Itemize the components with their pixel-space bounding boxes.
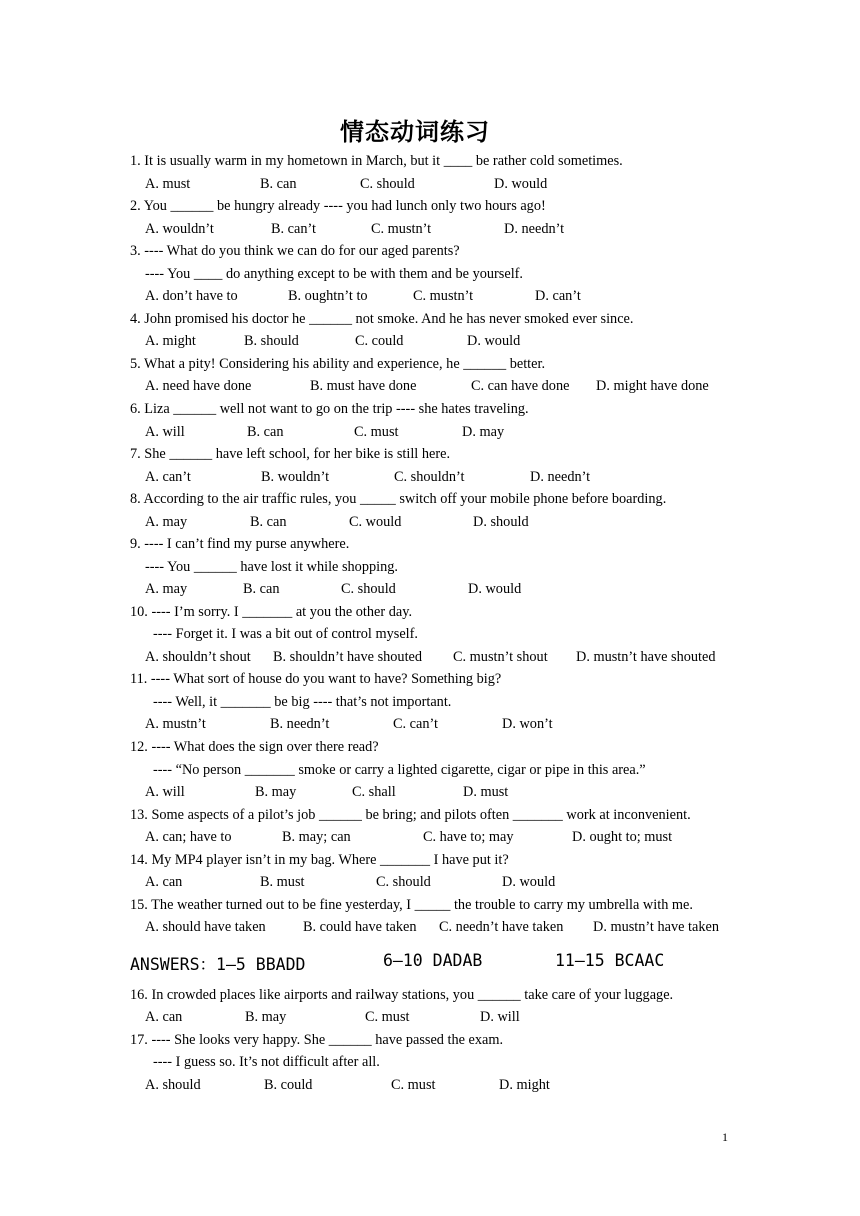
question-7: 7. She ______ have left school, for her bike is still here. xyxy=(130,446,451,462)
option-c: C. can have done xyxy=(471,378,570,394)
option-d: D. mustn’t have taken xyxy=(593,919,719,935)
option-c: C. should xyxy=(341,581,396,597)
question-2: 2. You ______ be hungry already ---- you had lunch only two hours ago! xyxy=(130,198,546,214)
answers-6-10: 6—10 DADAB xyxy=(383,951,483,970)
option-d: D. needn’t xyxy=(504,221,565,237)
option-b: B. could have taken xyxy=(303,919,417,935)
option-d: D. won’t xyxy=(502,716,553,732)
question-13: 13. Some aspects of a pilot’s job ______ be bring; and pilots often _______ work at inconvenient. xyxy=(130,807,691,823)
option-b: B. should xyxy=(244,333,299,349)
option-b: B. can xyxy=(250,514,287,530)
page-number: 1 xyxy=(722,1130,728,1144)
question-11: 11. ---- What sort of house do you want to have? Something big? xyxy=(130,671,502,687)
option-a: A. shouldn’t shout xyxy=(145,649,251,665)
question-14: 14. My MP4 player isn’t in my bag. Where _______ I have put it? xyxy=(130,852,509,868)
option-b: B. must xyxy=(260,874,305,890)
option-b: B. wouldn’t xyxy=(261,469,330,485)
question-10-reply: ---- Forget it. I was a bit out of control myself. xyxy=(153,626,418,642)
option-d: D. might xyxy=(499,1077,550,1093)
question-9-reply: ---- You ______ have lost it while shopping. xyxy=(145,559,398,575)
option-a: A. wouldn’t xyxy=(145,221,214,237)
option-a: A. might xyxy=(145,333,196,349)
question-6: 6. Liza ______ well not want to go on the trip ---- she hates traveling. xyxy=(130,401,529,417)
option-a: A. will xyxy=(145,424,185,440)
question-9: 9. ---- I can’t find my purse anywhere. xyxy=(130,536,350,552)
answers-1-5: ANSWERS：1—5 BBADD xyxy=(130,955,306,974)
answers-11-15: 11—15 BCAAC xyxy=(555,951,665,970)
option-c: C. shouldn’t xyxy=(394,469,465,485)
option-b: B. oughtn’t to xyxy=(288,288,368,304)
option-c: C. would xyxy=(349,514,402,530)
option-a: A. should xyxy=(145,1077,201,1093)
option-b: B. may xyxy=(255,784,297,800)
option-d: D. must xyxy=(463,784,509,800)
option-b: B. could xyxy=(264,1077,313,1093)
page-title: 情态动词练习 xyxy=(340,118,490,146)
option-a: A. don’t have to xyxy=(145,288,238,304)
question-15: 15. The weather turned out to be fine yesterday, I _____ the trouble to carry my umbrella with me. xyxy=(130,897,693,913)
option-d: D. needn’t xyxy=(530,469,591,485)
option-c: C. should xyxy=(360,176,415,192)
question-12-reply: ---- “No person _______ smoke or carry a lighted cigarette, cigar or pipe in this area.” xyxy=(153,762,646,778)
question-12: 12. ---- What does the sign over there read? xyxy=(130,739,379,755)
option-b: B. needn’t xyxy=(270,716,330,732)
option-a: A. may xyxy=(145,581,188,597)
option-d: D. can’t xyxy=(535,288,581,304)
option-b: B. can xyxy=(260,176,297,192)
question-3-reply: ---- You ____ do anything except to be with them and be yourself. xyxy=(145,266,524,282)
option-a: A. can xyxy=(145,1009,183,1025)
question-8: 8. According to the air traffic rules, you _____ switch off your mobile phone before boarding. xyxy=(130,491,667,507)
option-d: D. might have done xyxy=(596,378,709,394)
option-c: C. have to; may xyxy=(423,829,514,845)
option-d: D. would xyxy=(468,581,522,597)
option-b: B. can xyxy=(247,424,284,440)
question-17: 17. ---- She looks very happy. She ______ have passed the exam. xyxy=(130,1032,504,1048)
option-c: C. can’t xyxy=(393,716,438,732)
option-d: D. should xyxy=(473,514,529,530)
option-c: C. must xyxy=(391,1077,436,1093)
question-3: 3. ---- What do you think we can do for our aged parents? xyxy=(130,243,460,259)
option-a: A. must xyxy=(145,176,191,192)
option-c: C. shall xyxy=(352,784,396,800)
option-d: D. may xyxy=(462,424,505,440)
option-a: A. can xyxy=(145,874,183,890)
option-b: B. must have done xyxy=(310,378,417,394)
option-d: D. will xyxy=(480,1009,520,1025)
option-a: A. will xyxy=(145,784,185,800)
option-c: C. needn’t have taken xyxy=(439,919,564,935)
option-a: A. need have done xyxy=(145,378,252,394)
option-b: B. may xyxy=(245,1009,287,1025)
option-d: D. mustn’t have shouted xyxy=(576,649,716,665)
option-b: B. can xyxy=(243,581,280,597)
question-4: 4. John promised his doctor he ______ not smoke. And he has never smoked ever since. xyxy=(130,311,634,327)
option-c: C. must xyxy=(354,424,399,440)
option-a: A. can; have to xyxy=(145,829,232,845)
option-c: C. could xyxy=(355,333,404,349)
option-d: D. ought to; must xyxy=(572,829,673,845)
question-1: 1. It is usually warm in my hometown in March, but it ____ be rather cold sometimes. xyxy=(130,153,623,169)
question-11-reply: ---- Well, it _______ be big ---- that’s not important. xyxy=(153,694,452,710)
option-b: B. may; can xyxy=(282,829,351,845)
option-d: D. would xyxy=(494,176,548,192)
option-a: A. can’t xyxy=(145,469,191,485)
question-10: 10. ---- I’m sorry. I _______ at you the other day. xyxy=(130,604,413,620)
option-c: C. should xyxy=(376,874,431,890)
option-c: C. must xyxy=(365,1009,410,1025)
option-d: D. would xyxy=(467,333,521,349)
question-17-reply: ---- I guess so. It’s not difficult after all. xyxy=(153,1054,380,1070)
option-b: B. shouldn’t have shouted xyxy=(273,649,423,665)
question-16: 16. In crowded places like airports and railway stations, you ______ take care of your luggage. xyxy=(130,987,674,1003)
option-c: C. mustn’t xyxy=(371,221,432,237)
option-a: A. should have taken xyxy=(145,919,266,935)
option-b: B. can’t xyxy=(271,221,316,237)
option-c: C. mustn’t xyxy=(413,288,474,304)
option-a: A. mustn’t xyxy=(145,716,206,732)
question-5: 5. What a pity! Considering his ability and experience, he ______ better. xyxy=(130,356,546,372)
option-c: C. mustn’t shout xyxy=(453,649,548,665)
option-a: A. may xyxy=(145,514,188,530)
option-d: D. would xyxy=(502,874,556,890)
